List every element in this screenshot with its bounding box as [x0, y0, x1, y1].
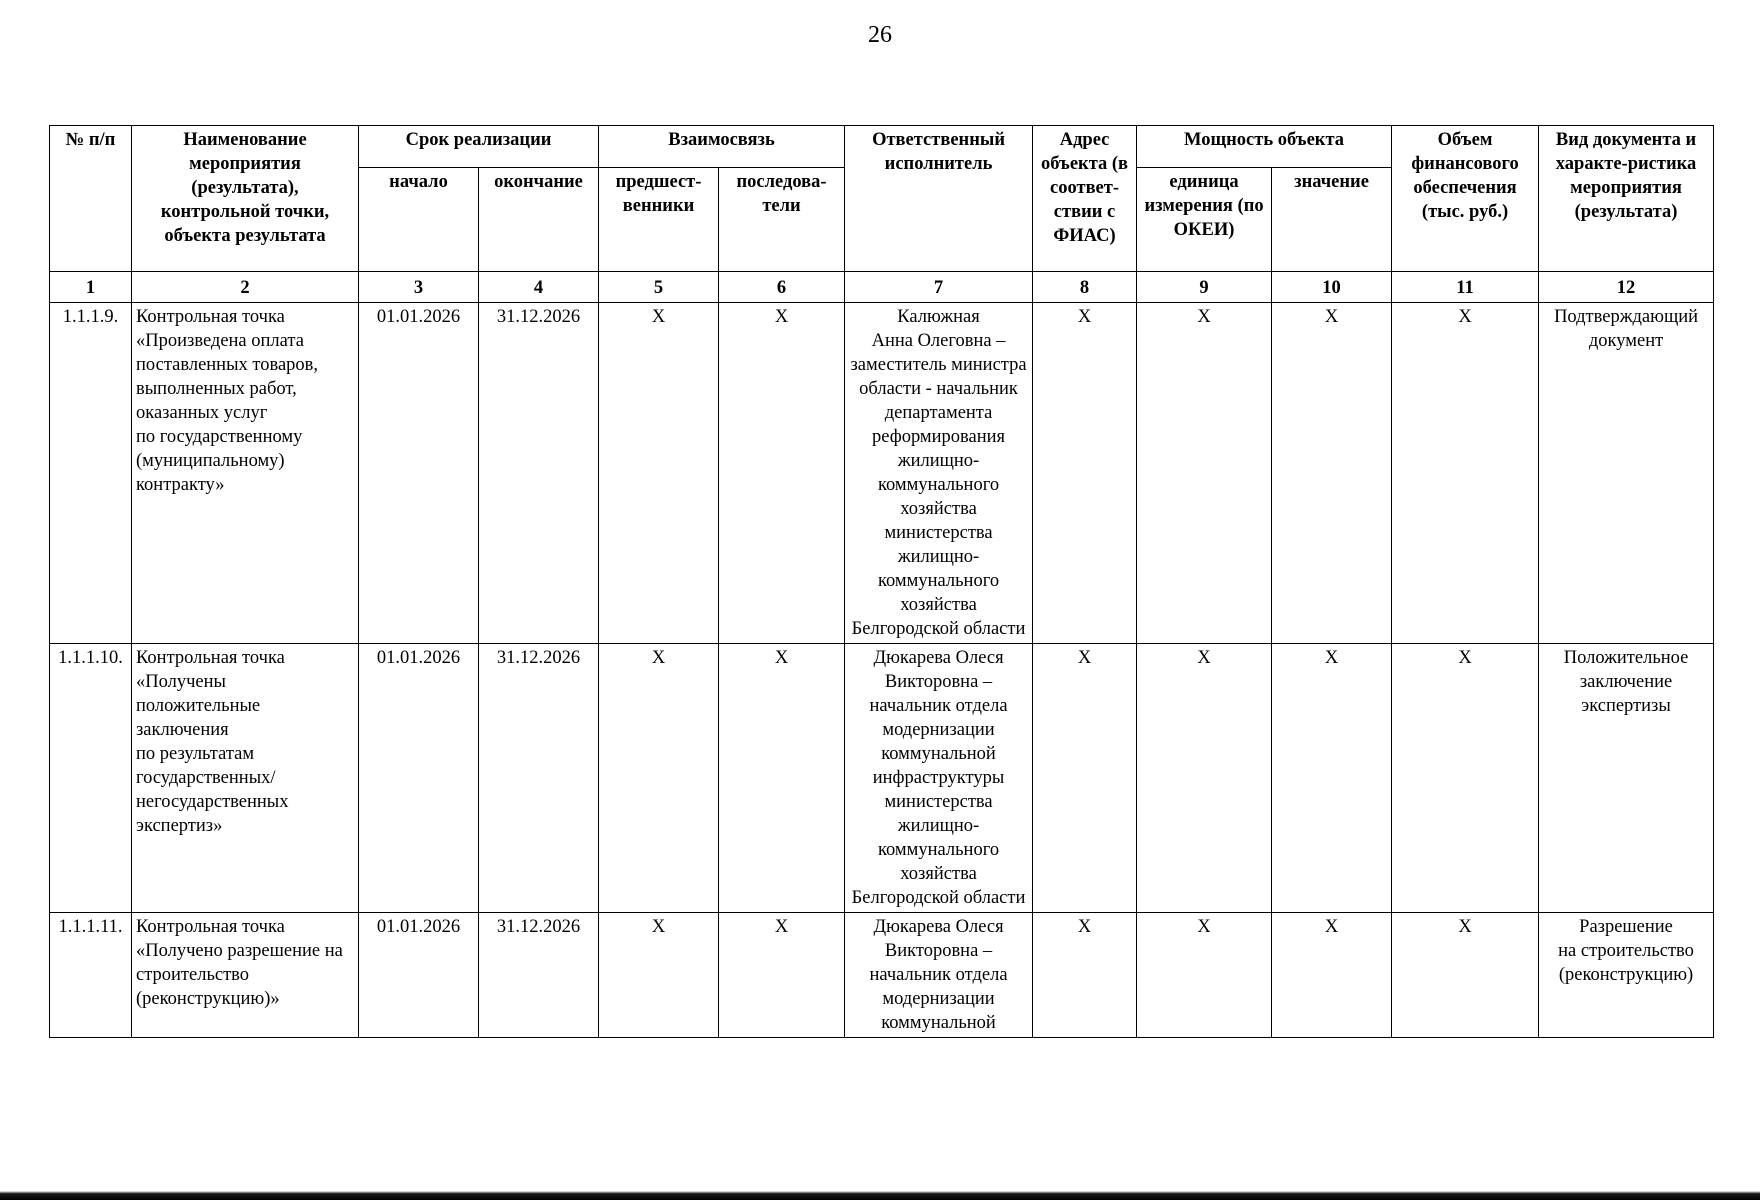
row-address: X	[1033, 913, 1137, 1038]
row-start-date: 01.01.2026	[359, 303, 479, 644]
column-number: 9	[1137, 272, 1272, 303]
header-link-prev: предшест-венники	[599, 168, 719, 272]
row-finance: X	[1392, 913, 1539, 1038]
row-predecessors: X	[599, 644, 719, 913]
column-number-row	[50, 272, 1714, 303]
row-name: Контрольная точка «Получено разрешение на строительство (реконструкцию)»	[132, 913, 359, 1038]
header-num: № п/п	[50, 126, 132, 272]
column-number: 2	[132, 272, 359, 303]
table-row	[50, 913, 1714, 1038]
column-number: 12	[1539, 272, 1714, 303]
table-body	[50, 272, 1714, 1038]
row-start-date: 01.01.2026	[359, 644, 479, 913]
page-number: 26	[868, 22, 892, 48]
row-end-date: 31.12.2026	[479, 913, 599, 1038]
implementation-plan-table	[49, 125, 1714, 1038]
column-number: 4	[479, 272, 599, 303]
row-value: X	[1272, 303, 1392, 644]
column-number: 6	[719, 272, 845, 303]
header-finance: Объем финансового обеспечения (тыс. руб.)	[1392, 126, 1539, 272]
column-number: 10	[1272, 272, 1392, 303]
row-responsible: Дюкарева Олеся Викторовна – начальник отдела модернизации коммунальной	[845, 913, 1033, 1038]
row-successors: X	[719, 913, 845, 1038]
header-responsible: Ответственный исполнитель	[845, 126, 1033, 272]
header-period-start: начало	[359, 168, 479, 272]
row-document: Разрешение на строительство (реконструкцию)	[1539, 913, 1714, 1038]
row-successors: X	[719, 644, 845, 913]
column-number: 7	[845, 272, 1033, 303]
row-unit: X	[1137, 913, 1272, 1038]
table-row	[50, 303, 1714, 644]
header-capacity: Мощность объекта	[1137, 126, 1392, 168]
header-capacity-unit: единица измерения (по ОКЕИ)	[1137, 168, 1272, 272]
row-successors: X	[719, 303, 845, 644]
row-finance: X	[1392, 303, 1539, 644]
column-number: 1	[50, 272, 132, 303]
row-responsible: Дюкарева Олеся Викторовна – начальник отдела модернизации коммунальной инфраструктуры министерства жилищно-коммунального хозяйства Белгородской области	[845, 644, 1033, 913]
row-value: X	[1272, 913, 1392, 1038]
row-name: Контрольная точка «Произведена оплата поставленных товаров, выполненных работ, оказанных услуг по государственному (муниципальному) контракту»	[132, 303, 359, 644]
row-unit: X	[1137, 644, 1272, 913]
header-doc: Вид документа и характе-ристика мероприятия (результата)	[1539, 126, 1714, 272]
header-name: Наименование мероприятия (результата), контрольной точки, объекта результата	[132, 126, 359, 272]
header-period-end: окончание	[479, 168, 599, 272]
row-address: X	[1033, 303, 1137, 644]
column-number: 3	[359, 272, 479, 303]
row-finance: X	[1392, 644, 1539, 913]
column-number: 8	[1033, 272, 1137, 303]
row-name: Контрольная точка «Получены положительные заключения по результатам государственных/ негосударственных экспертиз»	[132, 644, 359, 913]
table-header	[50, 126, 1714, 272]
row-document: Подтверждающий документ	[1539, 303, 1714, 644]
row-start-date: 01.01.2026	[359, 913, 479, 1038]
header-period: Срок реализации	[359, 126, 599, 168]
row-predecessors: X	[599, 303, 719, 644]
row-predecessors: X	[599, 913, 719, 1038]
row-address: X	[1033, 644, 1137, 913]
column-number: 11	[1392, 272, 1539, 303]
header-address: Адрес объекта (в соответ-ствии с ФИАС)	[1033, 126, 1137, 272]
header-link: Взаимосвязь	[599, 126, 845, 168]
column-number: 5	[599, 272, 719, 303]
row-document: Положительное заключение экспертизы	[1539, 644, 1714, 913]
table-row	[50, 644, 1714, 913]
scan-edge-bar	[0, 1191, 1760, 1200]
row-unit: X	[1137, 303, 1272, 644]
row-num: 1.1.1.10.	[50, 644, 132, 913]
header-link-next: последова-тели	[719, 168, 845, 272]
header-capacity-value: значение	[1272, 168, 1392, 272]
row-end-date: 31.12.2026	[479, 303, 599, 644]
row-num: 1.1.1.11.	[50, 913, 132, 1038]
row-num: 1.1.1.9.	[50, 303, 132, 644]
row-responsible: Калюжная Анна Олеговна – заместитель министра области - начальник департамента реформирования жилищно-коммунального хозяйства министерства жилищно-коммунального хозяйства Белгородской области	[845, 303, 1033, 644]
row-value: X	[1272, 644, 1392, 913]
row-end-date: 31.12.2026	[479, 644, 599, 913]
